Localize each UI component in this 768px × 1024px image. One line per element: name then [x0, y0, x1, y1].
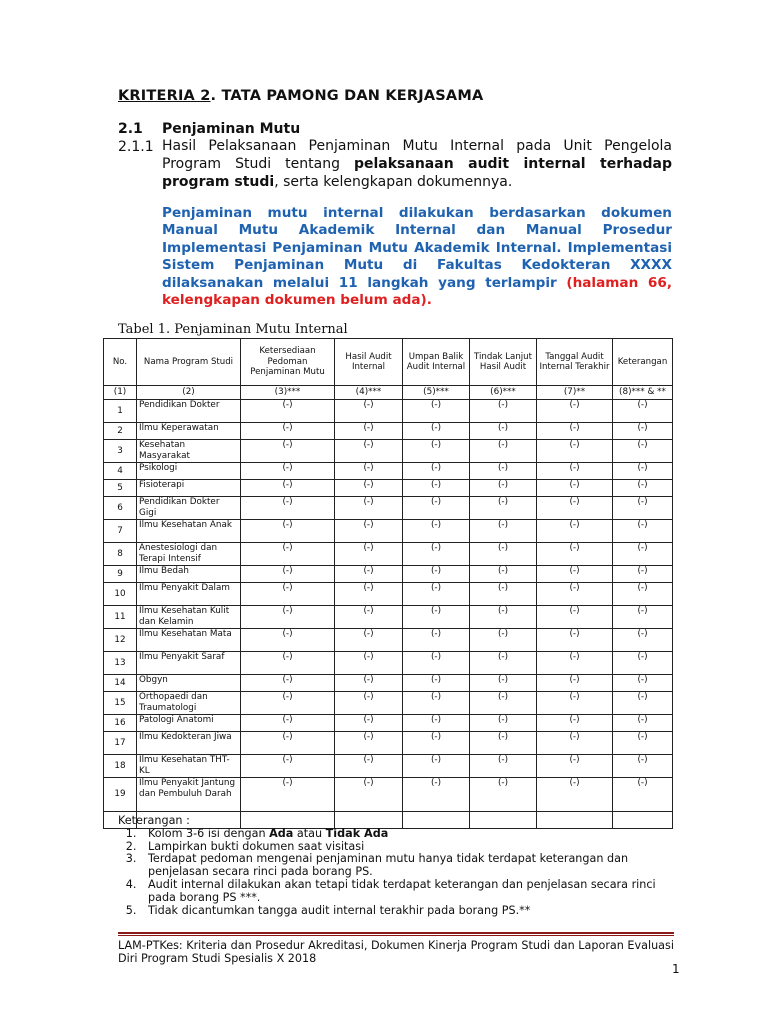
status-cell: (-) [613, 480, 673, 497]
column-header: Tindak Lanjut Hasil Audit [470, 339, 537, 386]
table-row [104, 400, 673, 423]
table-row [104, 675, 673, 692]
status-cell: (-) [613, 440, 673, 463]
implementation-paragraph: Penjaminan mutu internal dilakukan berdasarkan dokumen Manual Mutu Akademik Internal dan Manual Prosedur Implementasi Penjaminan Mutu Akademik Internal. Implementasi Sistem Penjaminan Mutu di Fakultas Kedokteran XXXX dilaksanakan melalui 11 langkah yang terlampir (halaman 66, kelengkapan dokumen belum ada). [162, 205, 672, 309]
status-cell: (-) [470, 566, 537, 583]
status-cell: (-) [241, 400, 335, 423]
column-header: No. [104, 339, 137, 386]
notes [118, 815, 678, 917]
section-number: 2.1 [118, 121, 143, 137]
column-header: Tanggal Audit Internal Terakhir [537, 339, 613, 386]
status-cell: (-) [335, 715, 403, 732]
row-number: 15 [104, 692, 137, 715]
status-cell: (-) [335, 423, 403, 440]
table-row [104, 497, 673, 520]
status-cell: (-) [470, 629, 537, 652]
status-cell: (-) [241, 778, 335, 812]
notes-label: Keterangan : [118, 814, 190, 827]
row-number: 8 [104, 543, 137, 566]
status-cell: (-) [403, 675, 470, 692]
status-cell: (-) [241, 463, 335, 480]
row-number: 11 [104, 606, 137, 629]
row-number: 9 [104, 566, 137, 583]
table-row [104, 423, 673, 440]
column-number-row [104, 386, 673, 400]
table-row [104, 520, 673, 543]
status-cell: (-) [403, 520, 470, 543]
status-cell: (-) [335, 732, 403, 755]
program-name: Ilmu Keperawatan [137, 423, 241, 440]
status-cell: (-) [537, 692, 613, 715]
status-cell: (-) [613, 400, 673, 423]
table-row [104, 480, 673, 497]
status-cell: (-) [613, 423, 673, 440]
status-cell: (-) [537, 583, 613, 606]
status-cell: (-) [613, 463, 673, 480]
status-cell: (-) [537, 400, 613, 423]
column-header: Keterangan [613, 339, 673, 386]
program-name: Ilmu Bedah [137, 566, 241, 583]
column-number: (2) [137, 386, 241, 400]
status-cell: (-) [335, 692, 403, 715]
subsection-text: Hasil Pelaksanaan Penjaminan Mutu Internal pada Unit Pengelola Program Studi tentang pelaksanaan audit internal terhadap program studi, serta kelengkapan dokumennya. [162, 138, 673, 190]
program-name: Obgyn [137, 675, 241, 692]
program-name: Ilmu Kesehatan Mata [137, 629, 241, 652]
column-number: (1) [104, 386, 137, 400]
status-cell: (-) [403, 732, 470, 755]
table-row [104, 543, 673, 566]
status-cell: (-) [470, 732, 537, 755]
program-name: Anestesiologi dan Terapi Intensif [137, 543, 241, 566]
status-cell: (-) [241, 583, 335, 606]
status-cell: (-) [241, 543, 335, 566]
status-cell: (-) [241, 652, 335, 675]
footer-text: LAM-PTKes: Kriteria dan Prosedur Akreditasi, Dokumen Kinerja Program Studi dan Laporan Evaluasi Diri Program Studi Spesialis X 2018 [118, 939, 674, 965]
status-cell: (-) [241, 480, 335, 497]
status-cell: (-) [613, 583, 673, 606]
status-cell: (-) [470, 423, 537, 440]
program-name: Ilmu Penyakit Dalam [137, 583, 241, 606]
status-cell: (-) [241, 715, 335, 732]
status-cell: (-) [470, 606, 537, 629]
program-name: Ilmu Penyakit Saraf [137, 652, 241, 675]
table-row [104, 463, 673, 480]
status-cell: (-) [403, 400, 470, 423]
status-cell: (-) [403, 497, 470, 520]
status-cell: (-) [470, 675, 537, 692]
status-cell: (-) [335, 463, 403, 480]
status-cell: (-) [613, 652, 673, 675]
note-item: 2. Lampirkan bukti dokumen saat visitasi [140, 841, 678, 854]
status-cell: (-) [470, 480, 537, 497]
program-name: Ilmu Kedokteran Jiwa [137, 732, 241, 755]
column-number: (8)*** & ** [613, 386, 673, 400]
program-name: Pendidikan Dokter [137, 400, 241, 423]
program-name: Ilmu Penyakit Jantung dan Pembuluh Darah [137, 778, 241, 812]
status-cell: (-) [241, 732, 335, 755]
status-cell: (-) [335, 400, 403, 423]
status-cell: (-) [470, 692, 537, 715]
status-cell: (-) [403, 715, 470, 732]
status-cell: (-) [403, 778, 470, 812]
status-cell: (-) [403, 463, 470, 480]
status-cell: (-) [613, 520, 673, 543]
table-row [104, 629, 673, 652]
status-cell: (-) [241, 423, 335, 440]
section-title: Penjaminan Mutu [162, 121, 301, 137]
table-row [104, 732, 673, 755]
status-cell: (-) [537, 755, 613, 778]
status-cell: (-) [403, 423, 470, 440]
status-cell: (-) [470, 520, 537, 543]
status-cell: (-) [335, 675, 403, 692]
status-cell: (-) [537, 497, 613, 520]
status-cell: (-) [241, 497, 335, 520]
status-cell: (-) [403, 755, 470, 778]
status-cell: (-) [613, 629, 673, 652]
status-cell: (-) [537, 423, 613, 440]
status-cell: (-) [241, 692, 335, 715]
quality-assurance-table [103, 338, 673, 829]
status-cell: (-) [403, 480, 470, 497]
status-cell: (-) [403, 606, 470, 629]
status-cell: (-) [241, 755, 335, 778]
column-header: Ketersediaan Pedoman Penjaminan Mutu [241, 339, 335, 386]
program-name: Ilmu Kesehatan Anak [137, 520, 241, 543]
row-number: 2 [104, 423, 137, 440]
status-cell: (-) [537, 675, 613, 692]
column-header: Hasil Audit Internal [335, 339, 403, 386]
status-cell: (-) [241, 520, 335, 543]
program-name: Orthopaedi dan Traumatologi [137, 692, 241, 715]
row-number: 12 [104, 629, 137, 652]
column-header: Nama Program Studi [137, 339, 241, 386]
status-cell: (-) [470, 400, 537, 423]
row-number: 14 [104, 675, 137, 692]
table-row [104, 715, 673, 732]
status-cell: (-) [537, 520, 613, 543]
page-number: 1 [672, 962, 680, 976]
status-cell: (-) [335, 778, 403, 812]
footer-divider-thin [118, 935, 674, 936]
status-cell: (-) [470, 583, 537, 606]
status-cell: (-) [613, 692, 673, 715]
row-number: 4 [104, 463, 137, 480]
status-cell: (-) [403, 566, 470, 583]
program-name: Patologi Anatomi [137, 715, 241, 732]
footer-divider [118, 932, 674, 934]
table-header-row [104, 339, 673, 386]
column-header: Umpan Balik Audit Internal [403, 339, 470, 386]
status-cell: (-) [403, 440, 470, 463]
row-number: 5 [104, 480, 137, 497]
table-row [104, 606, 673, 629]
status-cell: (-) [537, 629, 613, 652]
row-number: 1 [104, 400, 137, 423]
missing-document-note: (halaman 66, kelengkapan dokumen belum ada). [162, 274, 672, 309]
program-name: Ilmu Kesehatan Kulit dan Kelamin [137, 606, 241, 629]
column-number: (7)** [537, 386, 613, 400]
status-cell: (-) [470, 715, 537, 732]
row-number: 7 [104, 520, 137, 543]
table-row [104, 440, 673, 463]
status-cell: (-) [537, 732, 613, 755]
status-cell: (-) [613, 755, 673, 778]
status-cell: (-) [537, 566, 613, 583]
program-name: Fisioterapi [137, 480, 241, 497]
program-name: Psikologi [137, 463, 241, 480]
status-cell: (-) [335, 583, 403, 606]
status-cell: (-) [470, 543, 537, 566]
status-cell: (-) [403, 652, 470, 675]
column-number: (5)*** [403, 386, 470, 400]
status-cell: (-) [613, 543, 673, 566]
table-row [104, 566, 673, 583]
program-name: Pendidikan Dokter Gigi [137, 497, 241, 520]
status-cell: (-) [241, 675, 335, 692]
criteria-title: . TATA PAMONG DAN KERJASAMA [210, 88, 484, 104]
status-cell: (-) [335, 497, 403, 520]
status-cell: (-) [403, 692, 470, 715]
note-item: 3. Terdapat pedoman mengenai penjaminan mutu hanya tidak terdapat keterangan dan penjelasan secara rinci pada borang PS. [140, 853, 678, 879]
status-cell: (-) [403, 629, 470, 652]
criteria-heading [118, 88, 483, 104]
table-row [104, 778, 673, 812]
column-number: (6)*** [470, 386, 537, 400]
note-item: 1. Kolom 3-6 isi dengan Ada atau Tidak Ada [140, 828, 678, 841]
status-cell: (-) [335, 629, 403, 652]
status-cell: (-) [537, 463, 613, 480]
status-cell: (-) [241, 629, 335, 652]
row-number: 17 [104, 732, 137, 755]
status-cell: (-) [470, 652, 537, 675]
table-row [104, 583, 673, 606]
status-cell: (-) [537, 715, 613, 732]
notes-list [118, 828, 678, 918]
status-cell: (-) [613, 566, 673, 583]
status-cell: (-) [613, 732, 673, 755]
table-row [104, 692, 673, 715]
status-cell: (-) [613, 497, 673, 520]
column-number: (4)*** [335, 386, 403, 400]
status-cell: (-) [241, 606, 335, 629]
status-cell: (-) [537, 543, 613, 566]
status-cell: (-) [537, 778, 613, 812]
status-cell: (-) [335, 606, 403, 629]
status-cell: (-) [613, 675, 673, 692]
status-cell: (-) [470, 463, 537, 480]
status-cell: (-) [335, 480, 403, 497]
status-cell: (-) [335, 440, 403, 463]
row-number: 18 [104, 755, 137, 778]
program-name: Kesehatan Masyarakat [137, 440, 241, 463]
note-item: 5. Tidak dicantumkan tangga audit internal terakhir pada borang PS.** [140, 905, 678, 918]
row-number: 3 [104, 440, 137, 463]
row-number: 16 [104, 715, 137, 732]
status-cell: (-) [241, 566, 335, 583]
row-number: 10 [104, 583, 137, 606]
table-row [104, 652, 673, 675]
status-cell: (-) [470, 755, 537, 778]
status-cell: (-) [403, 583, 470, 606]
criteria-number: KRITERIA 2 [118, 88, 211, 104]
status-cell: (-) [335, 755, 403, 778]
row-number: 13 [104, 652, 137, 675]
status-cell: (-) [470, 497, 537, 520]
status-cell: (-) [613, 606, 673, 629]
status-cell: (-) [241, 440, 335, 463]
column-number: (3)*** [241, 386, 335, 400]
program-name: Ilmu Kesehatan THT-KL [137, 755, 241, 778]
subsection-number: 2.1.1 [118, 139, 154, 155]
row-number: 19 [104, 778, 137, 812]
status-cell: (-) [537, 652, 613, 675]
status-cell: (-) [335, 520, 403, 543]
status-cell: (-) [403, 543, 470, 566]
table-title: Tabel 1. Penjaminan Mutu Internal [118, 322, 348, 337]
status-cell: (-) [470, 440, 537, 463]
status-cell: (-) [537, 480, 613, 497]
status-cell: (-) [537, 440, 613, 463]
row-number: 6 [104, 497, 137, 520]
status-cell: (-) [335, 652, 403, 675]
table-row [104, 755, 673, 778]
note-item: 4. Audit internal dilakukan akan tetapi tidak terdapat keterangan dan penjelasan secara rinci pada borang PS ***. [140, 879, 678, 905]
status-cell: (-) [470, 778, 537, 812]
status-cell: (-) [335, 566, 403, 583]
status-cell: (-) [613, 715, 673, 732]
status-cell: (-) [335, 543, 403, 566]
status-cell: (-) [613, 778, 673, 812]
status-cell: (-) [537, 606, 613, 629]
